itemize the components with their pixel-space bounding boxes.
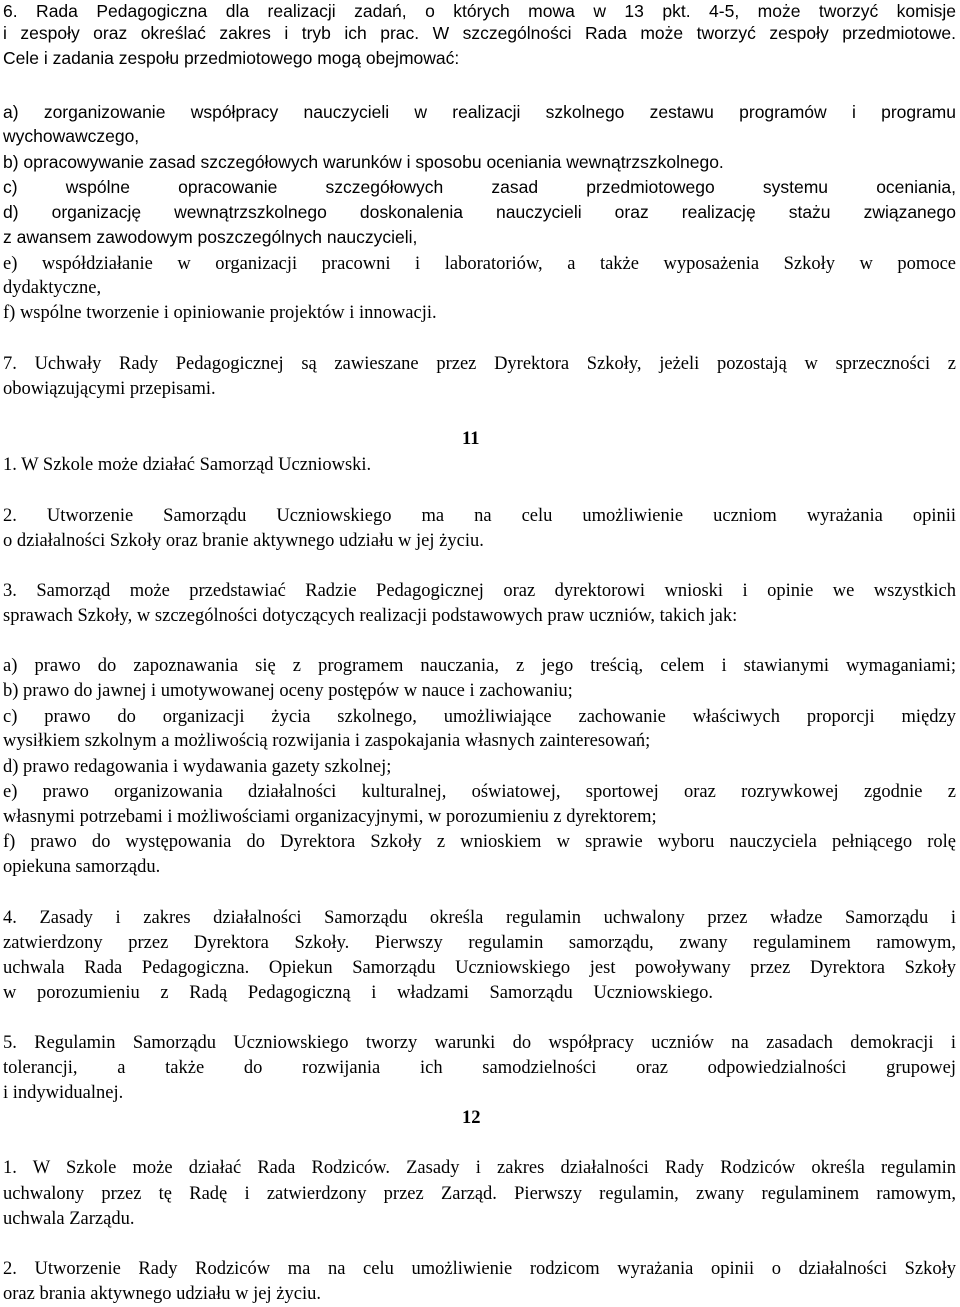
list-item-line: f) wspólne tworzenie i opiniowanie projektów i innowacji. [3, 303, 437, 323]
section-heading-12: 12 [462, 1108, 481, 1128]
paragraph-line: uchwalony przez tę Radę i zatwierdzony przez Zarząd. Pierwszy regulamin, zwany regulaminem ramowym, [3, 1184, 956, 1204]
list-item-line: b) opracowywanie zasad szczegółowych warunków i sposobu oceniania wewnątrzszkolnego. [3, 152, 724, 172]
paragraph-line: 4. Zasady i zakres działalności Samorządu określa regulamin uchwalony przez władze Samorządu i [3, 908, 956, 928]
paragraph-line: 1. W Szkole może działać Samorząd Uczniowski. [3, 455, 372, 475]
paragraph-line: 2. Utworzenie Samorządu Uczniowskiego ma na celu umożliwienie uczniom wyrażania opinii [3, 506, 956, 526]
paragraph-line: 6. Rada Pedagogiczna dla realizacji zadań, o których mowa w 13 pkt. 4-5, może tworzyć komisje [3, 1, 956, 21]
paragraph-line: 7. Uchwały Rady Pedagogicznej są zawieszane przez Dyrektora Szkoły, jeżeli pozostają w sprzeczności z [3, 354, 956, 374]
list-item-line: opiekuna samorządu. [3, 857, 161, 877]
paragraph-line: tolerancji, a także do rozwijania ich samodzielności oraz odpowiedzialności grupowej [3, 1058, 956, 1078]
list-item-line: wysiłkiem szkolnym a możliwością rozwijania i zaspokajania własnych zainteresowań; [3, 731, 651, 751]
list-item-line: dydaktyczne, [3, 278, 102, 298]
paragraph-line: 3. Samorząd może przedstawiać Radzie Pedagogicznej oraz dyrektorowi wnioski i opinie we wszystkich [3, 581, 956, 601]
list-item-line: z awansem zawodowym poszczególnych nauczycieli, [3, 227, 418, 247]
paragraph-line: uchwala Rada Pedagogiczna. Opiekun Samorządu Uczniowskiego jest powoływany przez Dyrektora Szkoły [3, 958, 956, 978]
paragraph-line: i zespoły oraz określać zakres i tryb ich prac. W szczególności Rada może tworzyć zespoły przedmiotowe. [3, 23, 956, 43]
section-heading-11: 11 [462, 429, 480, 449]
list-item-line: własnymi potrzebami i możliwościami organizacyjnymi, w porozumieniu z dyrektorem; [3, 807, 657, 827]
list-item-line: e) prawo organizowania działalności kulturalnej, oświatowej, sportowej oraz rozrywkowej zgodnie z [3, 782, 956, 802]
paragraph-line: oraz brania aktywnego udziału w jej życiu. [3, 1284, 321, 1304]
paragraph-line: uchwala Zarządu. [3, 1209, 135, 1229]
list-item-line: c) prawo do organizacji życia szkolnego, umożliwiające zachowanie właściwych proporcji między [3, 707, 956, 727]
paragraph-line: w porozumieniu z Radą Pedagogiczną i władzami Samorządu Uczniowskiego. [3, 983, 714, 1003]
list-item-line: wychowawczego, [3, 126, 140, 146]
list-item-line: e) współdziałanie w organizacji pracowni i laboratoriów, a także wyposażenia Szkoły w pomoce [3, 254, 956, 274]
list-item-line: a) zorganizowanie współpracy nauczycieli w realizacji szkolnego zestawu programów i programu [3, 102, 956, 122]
list-item-line: d) prawo redagowania i wydawania gazety szkolnej; [3, 757, 392, 777]
paragraph-line: 2. Utworzenie Rady Rodziców ma na celu umożliwienie rodzicom wyrażania opinii o działalności Szkoły [3, 1259, 956, 1279]
list-item-line: d) organizację wewnątrzszkolnego doskonalenia nauczycieli oraz realizację stażu związanego [3, 202, 956, 222]
list-item-line: f) prawo do występowania do Dyrektora Szkoły z wnioskiem w sprawie wyboru nauczyciela pełniącego rolę [3, 832, 956, 852]
list-item-line: b) prawo do jawnej i umotywowanej oceny postępów w nauce i zachowaniu; [3, 681, 573, 701]
list-item-line: c) wspólne opracowanie szczegółowych zasad przedmiotowego systemu oceniania, [3, 177, 956, 197]
paragraph-line: sprawach Szkoły, w szczególności dotyczących realizacji podstawowych praw uczniów, takich jak: [3, 606, 738, 626]
paragraph-line: i indywidualnej. [3, 1083, 124, 1103]
paragraph-line: 1. W Szkole może działać Rada Rodziców. Zasady i zakres działalności Rady Rodziców określa regulamin [3, 1158, 956, 1178]
paragraph-line: zatwierdzony przez Dyrektora Szkoły. Pierwszy regulamin samorządu, zwany regulaminem ramowym, [3, 933, 956, 953]
paragraph-line: 5. Regulamin Samorządu Uczniowskiego tworzy warunki do współpracy uczniów na zasadach demokracji i [3, 1033, 956, 1053]
paragraph-line: Cele i zadania zespołu przedmiotowego mogą obejmować: [3, 48, 460, 68]
paragraph-line: obowiązującymi przepisami. [3, 379, 216, 399]
list-item-line: a) prawo do zapoznawania się z programem nauczania, z jego treścią, celem i stawianymi wymaganiami; [3, 656, 956, 676]
paragraph-line: o działalności Szkoły oraz branie aktywnego udziału w jej życiu. [3, 531, 484, 551]
